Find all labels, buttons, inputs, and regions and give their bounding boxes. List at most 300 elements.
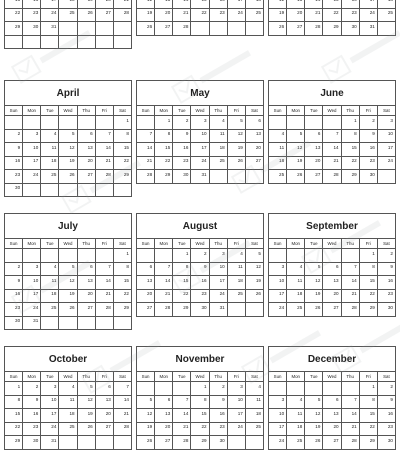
weekday-header: Tue — [173, 371, 191, 381]
day-cell: 13 — [323, 275, 341, 289]
weekday-header: Tue — [305, 105, 323, 115]
day-cell — [59, 183, 77, 197]
day-cell: 30 — [342, 21, 360, 35]
day-cell: 27 — [246, 156, 264, 170]
day-cell: 1 — [360, 248, 378, 262]
day-cell: 20 — [246, 142, 264, 156]
day-cell: 10 — [269, 408, 287, 422]
day-cell — [137, 381, 155, 395]
day-cell: 10 — [228, 395, 246, 409]
day-cell: 7 — [342, 395, 360, 409]
weekday-header: Sat — [246, 371, 264, 381]
day-cell: 3 — [210, 248, 228, 262]
day-cell: 30 — [360, 169, 378, 183]
day-cell: 15 — [191, 408, 209, 422]
day-cell — [228, 169, 246, 183]
weekday-header: Fri — [360, 238, 378, 248]
day-cell: 25 — [41, 302, 59, 316]
weekday-header: Tue — [305, 238, 323, 248]
day-cell: 14 — [342, 408, 360, 422]
day-cell: 19 — [305, 422, 323, 436]
day-cell — [191, 21, 209, 35]
day-cell — [246, 0, 264, 8]
day-cell: 9 — [5, 142, 23, 156]
weekday-header: Thu — [210, 238, 228, 248]
day-cell — [137, 248, 155, 262]
month-calendar — [136, 213, 264, 317]
day-cell: 2 — [5, 262, 23, 276]
day-cell: 15 — [114, 275, 132, 289]
day-cell: 22 — [155, 156, 173, 170]
day-cell: 19 — [305, 289, 323, 303]
weekday-header: Sun — [269, 238, 287, 248]
month-grid — [136, 105, 264, 184]
day-cell: 13 — [137, 275, 155, 289]
day-cell: 22 — [5, 8, 23, 22]
day-cell: 9 — [173, 129, 191, 143]
day-cell: 5 — [246, 248, 264, 262]
weekday-header: Tue — [41, 238, 59, 248]
day-cell: 24 — [191, 156, 209, 170]
day-cell: 19 — [78, 408, 96, 422]
day-cell — [114, 0, 132, 8]
day-cell — [78, 248, 96, 262]
day-cell: 3 — [228, 381, 246, 395]
day-cell — [246, 21, 264, 35]
day-cell: 25 — [246, 8, 264, 22]
day-cell: 13 — [78, 275, 96, 289]
day-cell: 27 — [96, 422, 114, 436]
day-cell: 27 — [137, 302, 155, 316]
day-cell: 11 — [269, 142, 287, 156]
day-cell: 5 — [305, 262, 323, 276]
day-cell: 16 — [173, 142, 191, 156]
day-cell: 19 — [59, 156, 77, 170]
day-cell: 20 — [323, 289, 341, 303]
day-cell: 16 — [360, 142, 378, 156]
day-cell — [78, 21, 96, 35]
day-cell: 23 — [342, 8, 360, 22]
day-cell: 22 — [342, 156, 360, 170]
day-cell: 27 — [78, 169, 96, 183]
day-cell — [305, 381, 323, 395]
month-title: April — [4, 80, 132, 105]
day-cell: 12 — [305, 408, 323, 422]
day-cell: 7 — [137, 129, 155, 143]
day-cell: 14 — [323, 142, 341, 156]
month-calendar — [136, 80, 264, 184]
weekday-header: Tue — [41, 105, 59, 115]
day-cell: 1 — [173, 248, 191, 262]
day-cell — [96, 115, 114, 129]
day-cell: 11 — [228, 262, 246, 276]
day-cell: 29 — [323, 21, 341, 35]
day-cell: 9 — [378, 395, 396, 409]
day-cell: 11 — [41, 142, 59, 156]
day-cell: 8 — [155, 129, 173, 143]
day-cell — [5, 35, 23, 49]
day-cell: 1 — [114, 115, 132, 129]
day-cell — [305, 248, 323, 262]
month-grid — [268, 238, 396, 317]
month-grid — [4, 371, 132, 450]
day-cell: 22 — [114, 156, 132, 170]
day-cell: 12 — [59, 275, 77, 289]
day-cell — [269, 115, 287, 129]
day-cell: 20 — [155, 8, 173, 22]
day-cell: 11 — [59, 395, 77, 409]
day-cell: 13 — [155, 408, 173, 422]
day-cell: 16 — [378, 275, 396, 289]
day-cell: 26 — [305, 435, 323, 449]
day-cell: 27 — [323, 435, 341, 449]
month-grid — [136, 371, 264, 450]
month-calendar — [268, 346, 396, 450]
day-cell — [342, 381, 360, 395]
day-cell: 18 — [41, 156, 59, 170]
day-cell: 26 — [228, 156, 246, 170]
day-cell: 6 — [78, 262, 96, 276]
day-cell: 17 — [378, 142, 396, 156]
day-cell: 14 — [173, 408, 191, 422]
day-cell: 6 — [323, 262, 341, 276]
weekday-header: Fri — [360, 371, 378, 381]
day-cell: 23 — [191, 289, 209, 303]
day-cell: 17 — [269, 422, 287, 436]
day-cell: 12 — [137, 408, 155, 422]
day-cell: 29 — [342, 169, 360, 183]
day-cell: 29 — [360, 302, 378, 316]
weekday-header: Mon — [155, 371, 173, 381]
day-cell: 12 — [228, 129, 246, 143]
day-cell: 17 — [41, 408, 59, 422]
day-cell: 6 — [246, 115, 264, 129]
month-title: July — [4, 213, 132, 238]
day-cell: 10 — [23, 275, 41, 289]
weekday-header: Fri — [228, 238, 246, 248]
day-cell: 26 — [59, 169, 77, 183]
month-title: June — [268, 80, 396, 105]
day-cell: 24 — [228, 8, 246, 22]
day-cell — [323, 381, 341, 395]
day-cell: 3 — [23, 262, 41, 276]
weekday-header: Thu — [78, 371, 96, 381]
month-title: December — [268, 346, 396, 371]
day-cell: 20 — [78, 156, 96, 170]
day-cell — [269, 0, 287, 8]
day-cell: 11 — [287, 408, 305, 422]
day-cell — [137, 115, 155, 129]
month-grid — [4, 105, 132, 197]
day-cell: 29 — [360, 435, 378, 449]
day-cell: 29 — [155, 169, 173, 183]
weekday-header: Wed — [191, 371, 209, 381]
day-cell: 6 — [96, 381, 114, 395]
month-title: May — [136, 80, 264, 105]
day-cell: 24 — [41, 422, 59, 436]
day-cell: 16 — [191, 275, 209, 289]
day-cell: 19 — [287, 156, 305, 170]
day-cell: 31 — [41, 21, 59, 35]
day-cell: 11 — [41, 275, 59, 289]
day-cell: 18 — [59, 408, 77, 422]
weekday-header: Mon — [155, 238, 173, 248]
day-cell: 4 — [228, 248, 246, 262]
day-cell: 3 — [191, 115, 209, 129]
day-cell: 21 — [137, 156, 155, 170]
day-cell: 3 — [23, 129, 41, 143]
month-grid — [4, 0, 132, 49]
day-cell: 17 — [269, 289, 287, 303]
day-cell — [228, 0, 246, 8]
day-cell: 15 — [155, 142, 173, 156]
day-cell: 1 — [114, 248, 132, 262]
day-cell: 2 — [210, 381, 228, 395]
day-cell: 9 — [210, 395, 228, 409]
month-grid — [268, 371, 396, 450]
day-cell: 12 — [78, 395, 96, 409]
day-cell: 30 — [23, 21, 41, 35]
day-cell — [23, 115, 41, 129]
day-cell — [342, 248, 360, 262]
day-cell — [114, 21, 132, 35]
day-cell — [59, 248, 77, 262]
day-cell — [173, 381, 191, 395]
weekday-header: Thu — [342, 105, 360, 115]
weekday-header: Thu — [78, 105, 96, 115]
day-cell — [155, 0, 173, 8]
day-cell: 28 — [96, 169, 114, 183]
day-cell — [96, 21, 114, 35]
day-cell: 18 — [41, 289, 59, 303]
day-cell — [5, 115, 23, 129]
month-title: August — [136, 213, 264, 238]
day-cell: 27 — [155, 435, 173, 449]
day-cell: 22 — [323, 8, 341, 22]
day-cell: 7 — [96, 129, 114, 143]
day-cell: 26 — [137, 435, 155, 449]
day-cell — [378, 21, 396, 35]
day-cell: 30 — [5, 183, 23, 197]
day-cell: 27 — [155, 21, 173, 35]
day-cell: 7 — [96, 262, 114, 276]
day-cell: 10 — [269, 275, 287, 289]
day-cell: 26 — [269, 21, 287, 35]
day-cell: 8 — [360, 395, 378, 409]
day-cell — [41, 0, 59, 8]
day-cell: 5 — [59, 129, 77, 143]
weekday-header: Sat — [378, 371, 396, 381]
day-cell: 25 — [378, 8, 396, 22]
day-cell: 21 — [96, 156, 114, 170]
day-cell: 5 — [137, 395, 155, 409]
day-cell: 10 — [210, 262, 228, 276]
day-cell: 29 — [5, 21, 23, 35]
day-cell — [305, 0, 323, 8]
weekday-header: Fri — [96, 238, 114, 248]
day-cell: 22 — [360, 289, 378, 303]
day-cell — [246, 435, 264, 449]
day-cell: 29 — [114, 169, 132, 183]
day-cell: 31 — [41, 435, 59, 449]
day-cell: 27 — [305, 169, 323, 183]
weekday-header: Thu — [342, 371, 360, 381]
day-cell: 5 — [59, 262, 77, 276]
day-cell — [41, 183, 59, 197]
day-cell: 2 — [191, 248, 209, 262]
day-cell: 6 — [323, 395, 341, 409]
day-cell: 31 — [23, 316, 41, 330]
day-cell: 30 — [173, 169, 191, 183]
day-cell — [96, 0, 114, 8]
day-cell: 29 — [114, 302, 132, 316]
day-cell: 22 — [173, 289, 191, 303]
day-cell: 18 — [269, 156, 287, 170]
weekday-header: Wed — [323, 238, 341, 248]
day-cell — [228, 302, 246, 316]
month-grid — [268, 105, 396, 184]
weekday-header: Sat — [114, 371, 132, 381]
day-cell: 8 — [114, 262, 132, 276]
day-cell — [342, 0, 360, 8]
day-cell: 21 — [342, 422, 360, 436]
day-cell — [78, 115, 96, 129]
day-cell: 25 — [210, 156, 228, 170]
day-cell — [78, 35, 96, 49]
day-cell: 2 — [5, 129, 23, 143]
month-grid — [4, 238, 132, 330]
day-cell: 3 — [269, 262, 287, 276]
day-cell: 24 — [378, 156, 396, 170]
day-cell: 25 — [287, 435, 305, 449]
day-cell: 17 — [210, 275, 228, 289]
day-cell: 18 — [287, 422, 305, 436]
weekday-header: Sat — [378, 238, 396, 248]
day-cell: 19 — [228, 142, 246, 156]
day-cell — [41, 35, 59, 49]
day-cell — [96, 248, 114, 262]
day-cell: 30 — [23, 435, 41, 449]
weekday-header: Mon — [23, 238, 41, 248]
day-cell: 24 — [41, 8, 59, 22]
day-cell: 23 — [23, 422, 41, 436]
weekday-header: Wed — [59, 238, 77, 248]
day-cell — [210, 0, 228, 8]
day-cell: 30 — [210, 435, 228, 449]
day-cell: 24 — [210, 289, 228, 303]
day-cell: 6 — [155, 395, 173, 409]
day-cell: 5 — [287, 129, 305, 143]
weekday-header: Thu — [342, 238, 360, 248]
day-cell — [114, 35, 132, 49]
weekday-header: Wed — [191, 105, 209, 115]
day-cell: 9 — [5, 275, 23, 289]
day-cell: 14 — [114, 395, 132, 409]
day-cell: 1 — [342, 115, 360, 129]
day-cell: 26 — [59, 302, 77, 316]
day-cell: 21 — [114, 408, 132, 422]
weekday-header: Thu — [210, 371, 228, 381]
day-cell: 28 — [96, 302, 114, 316]
day-cell: 29 — [191, 435, 209, 449]
day-cell — [191, 0, 209, 8]
day-cell: 15 — [173, 275, 191, 289]
day-cell — [23, 0, 41, 8]
day-cell: 2 — [360, 115, 378, 129]
day-cell: 9 — [360, 129, 378, 143]
day-cell: 17 — [23, 156, 41, 170]
weekday-header: Fri — [228, 105, 246, 115]
day-cell: 17 — [228, 408, 246, 422]
day-cell: 28 — [305, 21, 323, 35]
day-cell — [287, 248, 305, 262]
day-cell: 7 — [114, 381, 132, 395]
day-cell: 16 — [5, 156, 23, 170]
day-cell: 23 — [378, 289, 396, 303]
day-cell — [287, 115, 305, 129]
day-cell: 14 — [342, 275, 360, 289]
day-cell: 5 — [305, 395, 323, 409]
day-cell: 27 — [78, 302, 96, 316]
day-cell — [41, 115, 59, 129]
day-cell: 25 — [246, 422, 264, 436]
weekday-header: Wed — [59, 371, 77, 381]
weekday-header: Fri — [96, 105, 114, 115]
day-cell: 14 — [96, 142, 114, 156]
day-cell: 12 — [246, 262, 264, 276]
day-cell: 16 — [23, 408, 41, 422]
weekday-header: Sun — [5, 105, 23, 115]
day-cell: 15 — [342, 142, 360, 156]
weekday-header: Tue — [41, 371, 59, 381]
weekday-header: Mon — [287, 105, 305, 115]
day-cell: 13 — [323, 408, 341, 422]
weekday-header: Thu — [210, 105, 228, 115]
day-cell — [23, 35, 41, 49]
day-cell — [287, 381, 305, 395]
month-calendar — [136, 0, 264, 36]
month-grid — [268, 0, 396, 36]
day-cell — [378, 0, 396, 8]
day-cell: 7 — [342, 262, 360, 276]
weekday-header: Wed — [191, 238, 209, 248]
day-cell: 24 — [228, 422, 246, 436]
day-cell: 30 — [378, 435, 396, 449]
day-cell — [78, 0, 96, 8]
month-title: September — [268, 213, 396, 238]
day-cell: 26 — [287, 169, 305, 183]
day-cell — [269, 248, 287, 262]
day-cell: 13 — [305, 142, 323, 156]
day-cell: 25 — [59, 422, 77, 436]
day-cell — [210, 169, 228, 183]
day-cell: 16 — [210, 408, 228, 422]
day-cell: 11 — [210, 129, 228, 143]
weekday-header: Mon — [287, 238, 305, 248]
day-cell: 23 — [210, 422, 228, 436]
day-cell: 3 — [269, 395, 287, 409]
day-cell: 28 — [137, 169, 155, 183]
day-cell: 26 — [246, 289, 264, 303]
weekday-header: Tue — [173, 105, 191, 115]
day-cell: 25 — [287, 302, 305, 316]
weekday-header: Mon — [23, 371, 41, 381]
day-cell — [323, 0, 341, 8]
day-cell — [96, 35, 114, 49]
day-cell: 28 — [173, 21, 191, 35]
day-cell — [360, 0, 378, 8]
weekday-header: Sun — [137, 238, 155, 248]
